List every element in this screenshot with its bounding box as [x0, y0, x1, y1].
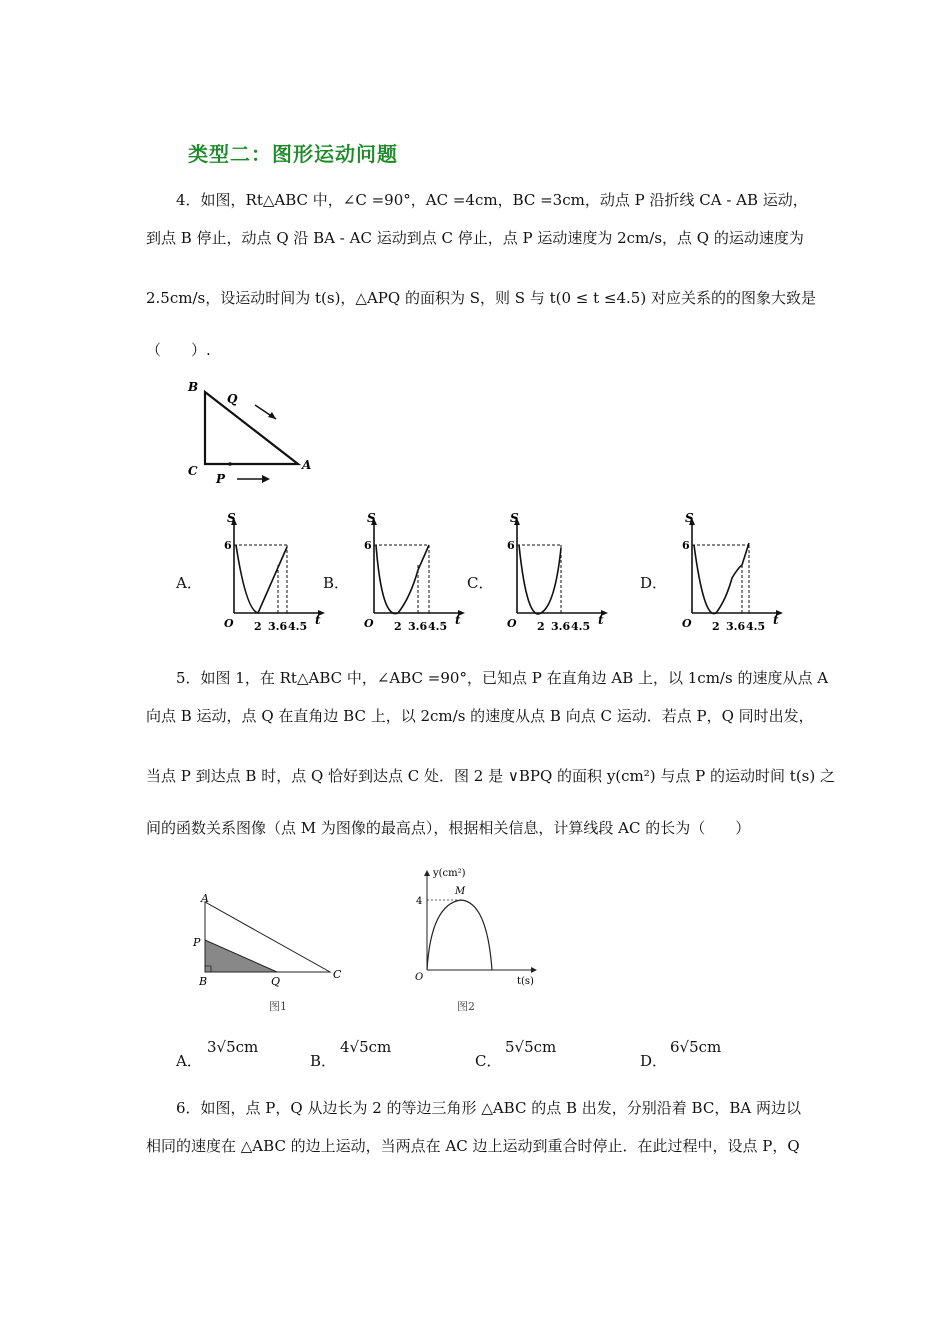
q-arrowhead: [268, 412, 276, 419]
q5-option-a-value: 3√5cm: [207, 1038, 259, 1056]
label-a: A: [302, 458, 312, 472]
axis-x-label: t: [455, 613, 461, 627]
q5-option-c-letter: C．: [475, 1052, 502, 1070]
fig1-label-q: Q: [271, 975, 281, 988]
x-tick-4.5: 4.5: [288, 620, 308, 633]
graph-curve: [519, 545, 561, 614]
p-arrowhead: [262, 475, 270, 483]
q4-line-1: 4．如图，Rt△ABC 中，∠C =90°，AC =4cm，BC =3cm，动点 P 沿折线 CA - AB 运动，: [176, 191, 808, 209]
q5-figure-1: [185, 890, 355, 1020]
triangle-abc: [205, 392, 298, 464]
q4-option-d-letter: D．: [640, 574, 668, 592]
q5-option-d-letter: D．: [640, 1052, 668, 1070]
q5-option-d-value: 6√5cm: [670, 1038, 722, 1056]
fig1-label-c: C: [333, 968, 342, 981]
x-tick-2: 2: [537, 620, 545, 633]
q4-line-2: 到点 B 停止，动点 Q 沿 BA - AC 运动到点 C 停止，点 P 运动速度为 2cm/s，点 Q 的运动速度为: [146, 229, 804, 247]
fig2-y-tick: 4: [416, 896, 423, 907]
fig2-x-arrow: [531, 967, 537, 973]
label-b: B: [188, 380, 199, 394]
axis-y-label: S: [685, 511, 694, 525]
q4-line-4: （ ）.: [146, 341, 211, 359]
q6-line-1: 6．如图，点 P，Q 从边长为 2 的等边三角形 △ABC 的点 B 出发，分别沿着 BC，BA 两边以: [176, 1099, 801, 1117]
q5-line-2: 向点 B 运动，点 Q 在直角边 BC 上，以 2cm/s 的速度从点 B 向点 C 运动．若点 P，Q 同时出发，: [146, 707, 814, 725]
q5-option-b-letter: B．: [310, 1052, 337, 1070]
axis-x-label: t: [773, 613, 779, 627]
fig2-ylabel: y(cm²): [433, 868, 466, 879]
q4-option-a-graph: [212, 510, 330, 635]
origin-label: O: [364, 617, 374, 630]
q4-option-b-letter: B．: [323, 574, 350, 592]
fig1-label-p: P: [193, 936, 201, 949]
origin-label: O: [682, 617, 692, 630]
section-title: 类型二：图形运动问题: [188, 142, 398, 166]
y-tick-label: 6: [364, 539, 372, 552]
axis-y-label: S: [510, 511, 519, 525]
x-tick-2: 2: [712, 620, 720, 633]
axis-y-label: S: [227, 511, 236, 525]
x-tick-3.6: 3.6: [726, 620, 746, 633]
shaded-bpq: [205, 940, 277, 972]
fig2-curve: [427, 900, 492, 970]
q4-line-3: 2.5cm/s，设运动时间为 t(s)，△APQ 的面积为 S，则 S 与 t(0 ≤ t ≤4.5) 对应关系的的图象大致是: [146, 289, 816, 307]
fig1-label-a: A: [201, 892, 209, 905]
axis-y-label: S: [367, 511, 376, 525]
y-tick-label: 6: [682, 539, 690, 552]
x-tick-2: 2: [394, 620, 402, 633]
label-q: Q: [227, 392, 238, 406]
x-tick-3.6: 3.6: [408, 620, 428, 633]
x-tick-4.5: 4.5: [428, 620, 448, 633]
q4-option-a-letter: A．: [176, 574, 202, 592]
fig2-origin: O: [415, 972, 424, 983]
q5-option-a-letter: A．: [176, 1052, 202, 1070]
x-tick-3.6: 3.6: [551, 620, 571, 633]
graph-curve: [376, 545, 429, 614]
origin-label: O: [224, 617, 234, 630]
label-c: C: [188, 464, 198, 478]
fig1-label-b: B: [199, 975, 208, 988]
label-p: P: [216, 472, 226, 486]
y-tick-label: 6: [224, 539, 232, 552]
x-tick-4.5: 4.5: [746, 620, 766, 633]
q4-option-c-letter: C．: [467, 574, 494, 592]
fig1-caption: 图1: [269, 1000, 287, 1013]
q4-triangle-figure: [180, 375, 320, 490]
origin-label: O: [507, 617, 517, 630]
q5-figure-2: [405, 862, 545, 1017]
graph-curve: [694, 543, 749, 614]
fig2-peak-label: M: [455, 886, 466, 897]
axis-x-label: t: [315, 613, 321, 627]
fig2-xlabel: t(s): [517, 976, 534, 987]
axis-x-label: t: [598, 613, 604, 627]
q5-line-3: 当点 P 到达点 B 时，点 Q 恰好到达点 C 处．图 2 是 ∨BPQ 的面积 y(cm²) 与点 P 的运动时间 t(s) 之: [146, 767, 835, 785]
fig2-y-arrow: [424, 870, 430, 876]
fig2-caption: 图2: [457, 1000, 475, 1013]
y-tick-label: 6: [507, 539, 515, 552]
q4-option-d-graph: [670, 510, 788, 635]
q6-line-2: 相同的速度在 △ABC 的边上运动，当两点在 AC 边上运动到重合时停止．在此过程中，设点 P，Q: [146, 1137, 800, 1155]
q5-line-1: 5．如图 1，在 Rt△ABC 中，∠ABC =90°，已知点 P 在直角边 AB 上，以 1cm/s 的速度从点 A: [176, 669, 829, 687]
q5-line-4: 间的函数关系图像（点 M 为图像的最高点），根据相关信息，计算线段 AC 的长为（ ）: [146, 819, 751, 837]
x-tick-2: 2: [254, 620, 262, 633]
x-tick-4.5: 4.5: [571, 620, 591, 633]
q5-option-c-value: 5√5cm: [505, 1038, 557, 1056]
graph-curve: [236, 545, 287, 613]
q4-option-b-graph: [352, 510, 470, 635]
point-p: [228, 462, 232, 466]
q5-option-b-value: 4√5cm: [340, 1038, 392, 1056]
x-tick-3.6: 3.6: [268, 620, 288, 633]
q4-option-c-graph: [495, 510, 613, 635]
